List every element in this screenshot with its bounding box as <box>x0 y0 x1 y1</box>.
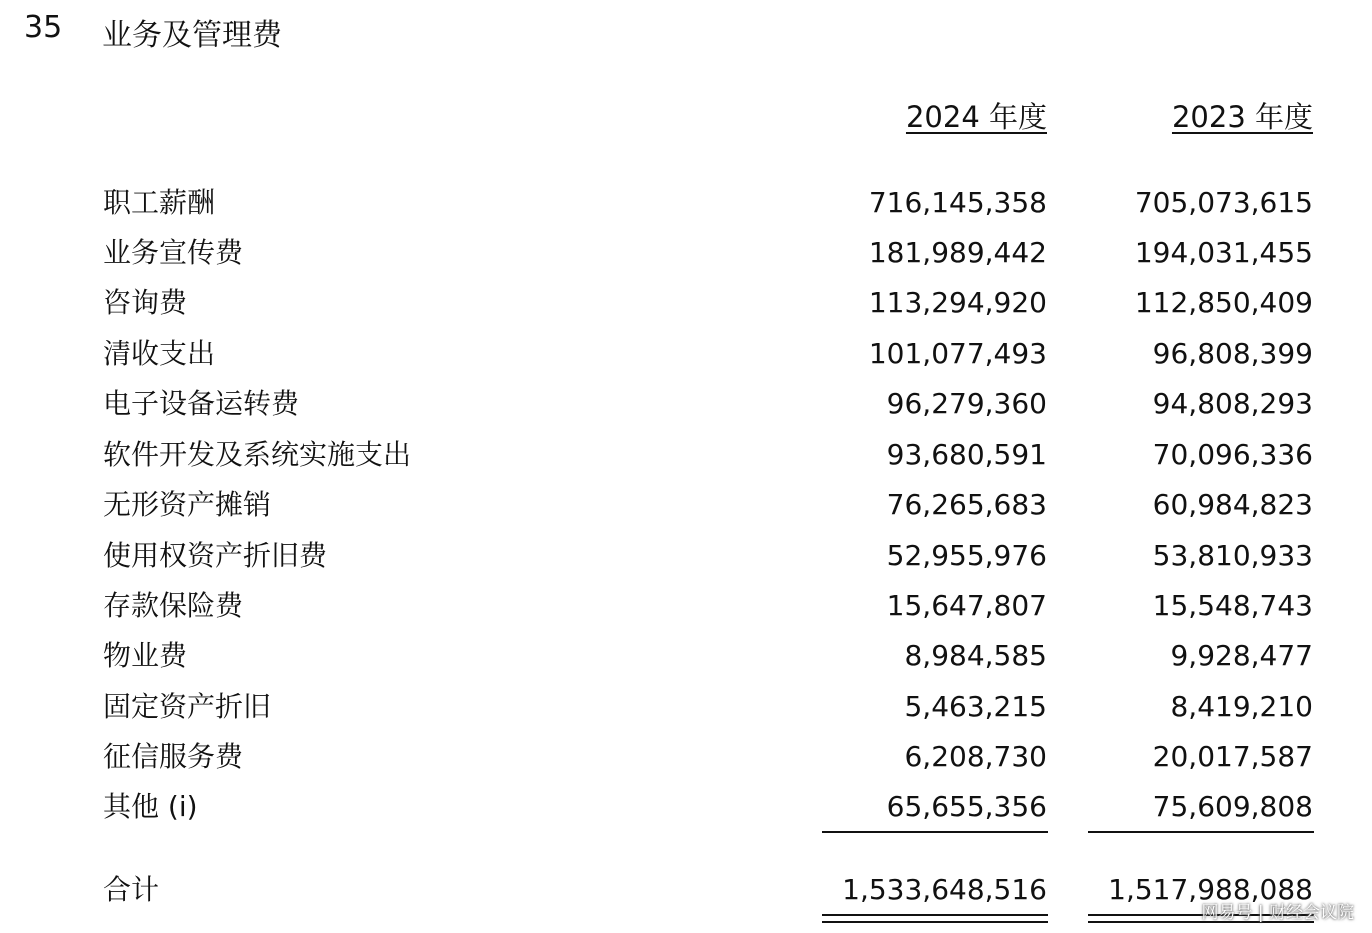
value-2024: 716,145,358 <box>868 186 1047 219</box>
row-label: 其他 (i) <box>103 790 198 823</box>
value-2023: 70,096,336 <box>1152 438 1313 471</box>
value-2023: 15,548,743 <box>1152 589 1313 622</box>
row-label: 物业费 <box>103 639 188 672</box>
row-label: 咨询费 <box>103 286 188 319</box>
value-2023: 9,928,477 <box>1170 639 1313 672</box>
table-row <box>0 785 1372 835</box>
row-label: 存款保险费 <box>103 589 244 622</box>
value-2024: 113,294,920 <box>868 286 1047 319</box>
value-2023: 705,073,615 <box>1134 186 1313 219</box>
value-2023: 94,808,293 <box>1152 387 1313 420</box>
watermark: 网易号 | 财经会议院 <box>1201 903 1354 923</box>
column-header-2024: 2024 年度 <box>905 100 1047 134</box>
row-label: 征信服务费 <box>103 740 244 773</box>
column-header-2023: 2023 年度 <box>1171 100 1313 134</box>
value-2024: 15,647,807 <box>886 589 1047 622</box>
row-label: 固定资产折旧 <box>103 690 272 723</box>
row-label: 清收支出 <box>103 337 216 370</box>
value-2024: 96,279,360 <box>886 387 1047 420</box>
table-row <box>0 685 1372 735</box>
total-2023: 1,517,988,088 <box>1108 873 1313 906</box>
subtotal-rule-2023 <box>1088 831 1314 833</box>
total-label: 合计 <box>103 873 160 906</box>
value-2024: 76,265,683 <box>886 488 1047 521</box>
subtotal-rule-2024 <box>822 831 1048 833</box>
value-2024: 5,463,215 <box>904 690 1047 723</box>
value-2024: 181,989,442 <box>868 236 1047 269</box>
value-2023: 8,419,210 <box>1170 690 1313 723</box>
table-row <box>0 382 1372 432</box>
value-2023: 96,808,399 <box>1152 337 1313 370</box>
table-row <box>0 584 1372 634</box>
total-double-rule-2024 <box>822 914 1048 923</box>
value-2023: 53,810,933 <box>1152 539 1313 572</box>
section-number: 35 <box>24 10 63 45</box>
value-2023: 194,031,455 <box>1134 236 1313 269</box>
row-label: 业务宣传费 <box>103 236 244 269</box>
total-2024: 1,533,648,516 <box>842 873 1047 906</box>
value-2023: 112,850,409 <box>1134 286 1313 319</box>
table-row <box>0 634 1372 684</box>
table-row <box>0 231 1372 281</box>
value-2024: 6,208,730 <box>904 740 1047 773</box>
row-label: 职工薪酬 <box>103 186 216 219</box>
value-2023: 75,609,808 <box>1152 790 1313 823</box>
table-row <box>0 281 1372 331</box>
row-label: 无形资产摊销 <box>103 488 272 521</box>
table-row <box>0 181 1372 231</box>
value-2023: 60,984,823 <box>1152 488 1313 521</box>
value-2024: 93,680,591 <box>886 438 1047 471</box>
value-2024: 65,655,356 <box>886 790 1047 823</box>
table-row <box>0 735 1372 785</box>
total-row <box>0 868 1372 918</box>
value-2023: 20,017,587 <box>1152 740 1313 773</box>
table-row <box>0 433 1372 483</box>
value-2024: 52,955,976 <box>886 539 1047 572</box>
value-2024: 8,984,585 <box>904 639 1047 672</box>
row-label: 电子设备运转费 <box>103 387 300 420</box>
value-2024: 101,077,493 <box>868 337 1047 370</box>
row-label: 使用权资产折旧费 <box>103 539 328 572</box>
table-row <box>0 332 1372 382</box>
table-row <box>0 534 1372 584</box>
table-row <box>0 483 1372 533</box>
row-label: 软件开发及系统实施支出 <box>103 438 412 471</box>
section-title: 业务及管理费 <box>102 18 282 53</box>
